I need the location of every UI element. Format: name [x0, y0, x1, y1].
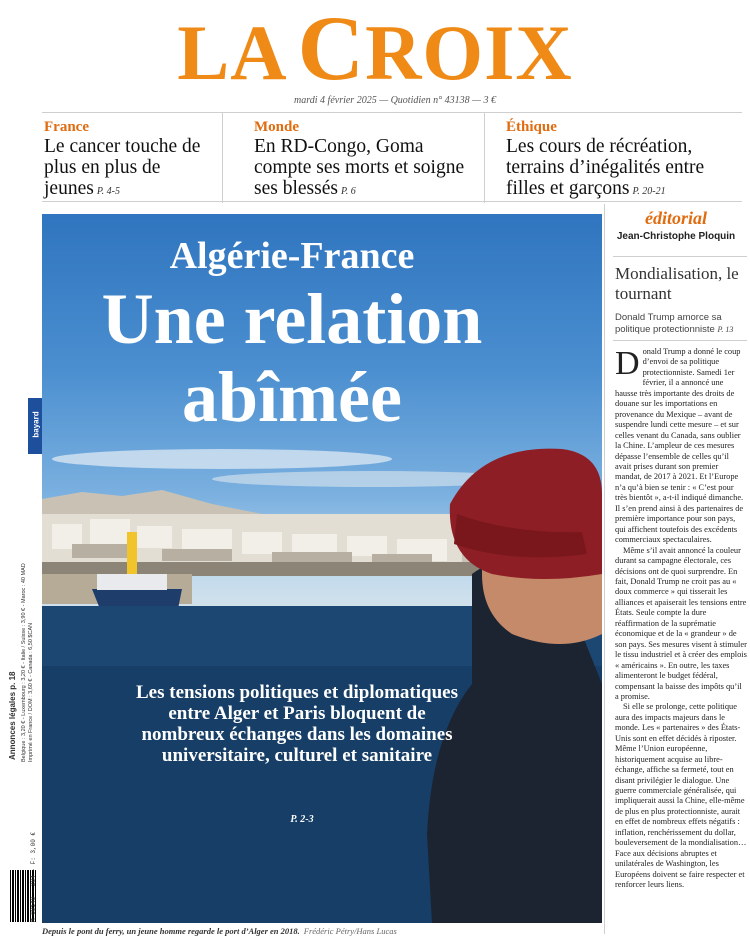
masthead: [0, 0, 750, 112]
logo-roix: ROIX: [365, 9, 573, 96]
teaser-kicker: Monde: [254, 119, 299, 135]
editorial-body: [615, 347, 747, 937]
editorial-paragraph: Donald Trump a donné le coup d’envoi de sa politique protectionniste. Samedi 1er février, il a annoncé une hausse très importante des droits de douane sur les importations en provenance du Mexique – avant de suspendre lundi cette mesure – et sur celles venant du Canada, sans oublier la Chine. L’ampleur de ces mesures dépasse l’ensemble de celles qu’il avait prises durant son premier mandat, de 2017 à 2021. Et l’Europe n’a qu’à bien se tenir : « C’est pour très bientôt », a-t-il indiqué dimanche. Il s’en prend ainsi à des partenaires de première importance pour son pays, qui affichent toutefois des excédents commerciaux spectaculaires.: [615, 347, 744, 545]
hero-headline[interactable]: [42, 280, 542, 436]
bayard-logo: bayard: [28, 398, 42, 454]
editorial-page-ref: P. 13: [717, 325, 734, 334]
editorial-column: [604, 204, 746, 934]
newspaper-logo[interactable]: [0, 2, 750, 99]
prices-belgium: Belgique : 3,20 € - Luxembourg : 3,20 € - Italie / Suisse : 3,90 € - Maroc : 40 MAD: [21, 563, 27, 762]
editorial-subtitle-text: Donald Trump amorce sa politique protectionniste: [615, 312, 722, 335]
editorial-label: éditorial: [645, 208, 707, 228]
teaser-page: P. 4-5: [96, 186, 120, 197]
hero-deck: Les tensions politiques et diplomatiques entre Alger et Paris bloquent de nombreux échanges dans les domaines universitaire, culturel et sanitaire: [136, 682, 458, 766]
teaser-kicker: Éthique: [506, 119, 557, 135]
divider: [484, 113, 485, 203]
teaser-france[interactable]: [44, 119, 220, 199]
hero-headline-line2: abîmée: [182, 357, 402, 437]
prices-france: Imprimé en France / DOM : 3,60 € - Canada : 6,50 $CAN: [28, 622, 34, 762]
teaser-monde[interactable]: [254, 119, 474, 199]
teaser-page: P. 6: [340, 186, 356, 197]
teaser-headline: Le cancer touche de plus en plus de jeunes: [44, 136, 201, 199]
teaser-headline: Les cours de récréation, terrains d’inégalités entre filles et garçons: [506, 136, 705, 199]
hero-headline-line1: Une relation: [101, 279, 483, 359]
editorial-subtitle: [615, 312, 745, 336]
editorial-title[interactable]: Mondialisation, le tournant: [615, 264, 739, 303]
photo-credit: Frédéric Pétry/Hans Lucas: [303, 926, 397, 936]
top-teasers: [42, 112, 742, 202]
editorial-paragraph: Même s’il avait annoncé la couleur durant sa campagne électorale, ces décisions ont de quoi surprendre. En fait, Donald Trump ne croit pas au « doux commerce » qui tisserait les alliances et apaiserait les tensions entre États. Seule compte la dure réaffirmation de la suprématie économique et de la « grandeur » de son pays. Ses mesures visent à stimuler le tissu industriel et à créer des emplois « américains ». En outre, les taxes alimenteront le budget fédéral, compensant la baisse des impôts qu’il a promise.: [615, 545, 747, 701]
hero-photo[interactable]: [42, 214, 602, 923]
divider: [222, 113, 223, 203]
teaser-page: P. 20-21: [632, 186, 666, 197]
legal-notice: Annonces légales p. 18: [8, 671, 17, 760]
caption-text: Depuis le pont du ferry, un jeune homme regarde le port d’Alger en 2018.: [42, 926, 300, 936]
drop-cap: D: [615, 347, 640, 382]
divider: [613, 256, 747, 257]
editorial-author: Jean-Christophe Ploquin: [616, 231, 736, 242]
teaser-ethique[interactable]: [506, 119, 742, 199]
logo-la: LA: [177, 9, 288, 96]
hero-kicker: Algérie-France: [169, 235, 415, 277]
editorial-paragraph: Si elle se prolonge, cette politique aura des impacts majeurs dans le monde. Les « partenaires » des États-Unis sont en effet décidés à riposter. Même l’Union européenne, historiquement acquise au libre-échange, affiche sa fermeté, tout en disant privilégier le dialogue. Une guerre commerciale généralisée, qui impliquerait aussi la Chine, elle-même de plus en plus protectionniste, aurait en effet de nombreux effets négatifs : inflation, renchérissement du dollar, bouleversement de la mondialisation… Face aux décisions abruptes et unilatérales de Washington, les Européens doivent se faire respecter et renforcer leurs liens.: [615, 702, 747, 890]
logo-c: C: [297, 0, 366, 99]
teaser-kicker: France: [44, 119, 89, 135]
photo-caption: [42, 926, 602, 936]
barcode-text: M 00140 - 204 - F: 3,00 €: [30, 831, 37, 922]
dateline: mardi 4 février 2025 — Quotidien n° 43138 — 3 €: [294, 95, 496, 106]
divider: [613, 340, 747, 341]
teaser-headline: En RD-Congo, Goma compte ses morts et soigne ses blessés: [254, 136, 465, 199]
hero-page-ref: P. 2-3: [290, 814, 314, 825]
